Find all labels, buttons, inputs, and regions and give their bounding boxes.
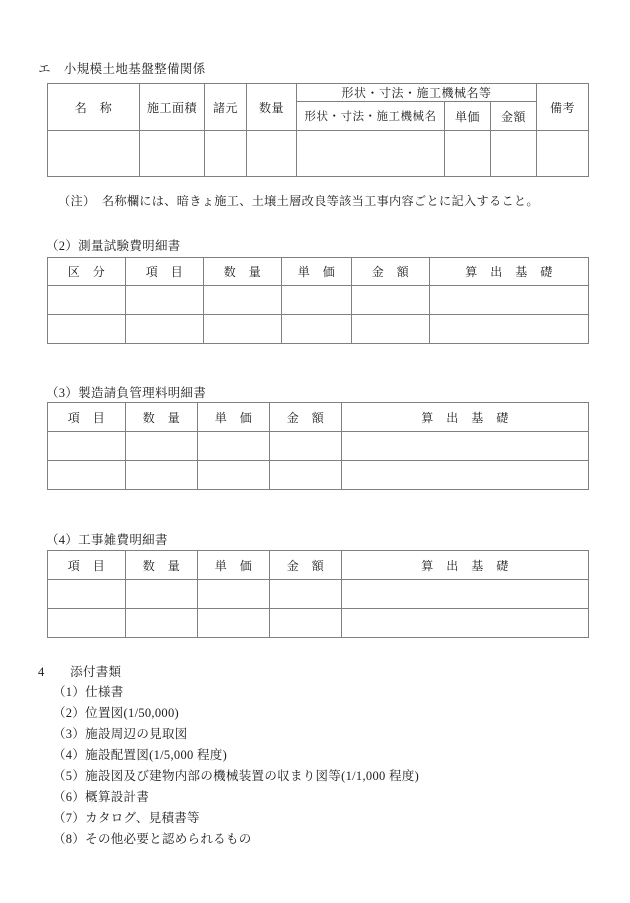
cell-item[interactable]: [126, 315, 204, 344]
cell-unit-price[interactable]: [445, 131, 491, 177]
header-item: 項 目: [126, 258, 204, 286]
table-small-land-development: [47, 83, 589, 177]
table-row[interactable]: [48, 432, 589, 461]
cell-item[interactable]: [126, 286, 204, 315]
header-item: 項 目: [48, 551, 126, 580]
table-misc-construction-cost: [47, 550, 589, 638]
header-unit-price: 単 価: [198, 551, 270, 580]
header-construction-area: 施工面積: [140, 84, 205, 131]
header-amount: 金 額: [270, 551, 342, 580]
cell-specifications[interactable]: [205, 131, 247, 177]
list-item: （7）カタログ、見積書等: [53, 811, 200, 825]
note-name-column: （注） 名称欄には、暗きょ施工、土壌土層改良等該当工事内容ごとに記入すること。: [58, 194, 539, 208]
cell-unit-price[interactable]: [198, 580, 270, 609]
cell-item[interactable]: [48, 432, 126, 461]
list-item: （5）施設図及び建物内部の機械装置の収まり図等(1/1,000 程度): [53, 769, 420, 783]
table-row[interactable]: [48, 315, 589, 344]
table-header-row: [48, 551, 589, 580]
header-specifications: 諸元: [205, 84, 247, 131]
header-quantity: 数 量: [126, 551, 198, 580]
table-header-row-1: [48, 84, 589, 102]
cell-name[interactable]: [48, 131, 140, 177]
cell-calculation-basis[interactable]: [430, 315, 589, 344]
header-calculation-basis: 算 出 基 礎: [430, 258, 589, 286]
cell-item[interactable]: [48, 580, 126, 609]
list-item: （1）仕様書: [53, 685, 124, 699]
table-row[interactable]: [48, 580, 589, 609]
table-row[interactable]: [48, 609, 589, 638]
header-calculation-basis: 算 出 基 礎: [342, 551, 589, 580]
section-title-manufacturing-contract-fee: （3）製造請負管理料明細書: [46, 386, 207, 400]
cell-unit-price[interactable]: [198, 461, 270, 490]
cell-amount[interactable]: [270, 580, 342, 609]
cell-amount[interactable]: [270, 432, 342, 461]
header-unit-price: 単 価: [198, 403, 270, 432]
cell-quantity[interactable]: [247, 131, 297, 177]
table-manufacturing-contract-fee: [47, 402, 589, 490]
cell-unit-price[interactable]: [282, 286, 352, 315]
cell-amount[interactable]: [352, 315, 430, 344]
cell-quantity[interactable]: [126, 609, 198, 638]
list-item: （4）施設配置図(1/5,000 程度): [53, 748, 228, 762]
table-row[interactable]: [48, 461, 589, 490]
cell-amount[interactable]: [352, 286, 430, 315]
header-calculation-basis: 算 出 基 礎: [342, 403, 589, 432]
table-row[interactable]: [48, 286, 589, 315]
cell-item[interactable]: [48, 461, 126, 490]
cell-quantity[interactable]: [204, 315, 282, 344]
cell-category[interactable]: [48, 286, 126, 315]
cell-calculation-basis[interactable]: [342, 432, 589, 461]
header-name: 名 称: [48, 84, 140, 131]
list-item: （2）位置図(1/50,000): [53, 706, 179, 720]
cell-amount[interactable]: [270, 609, 342, 638]
header-unit-price: 単 価: [282, 258, 352, 286]
cell-quantity[interactable]: [204, 286, 282, 315]
attachments-heading: 4 添付書類: [38, 665, 122, 679]
cell-unit-price[interactable]: [282, 315, 352, 344]
header-unit-price: 単価: [445, 102, 491, 131]
header-shape-spec-machine-group: 形状・寸法・施工機械名等: [297, 84, 537, 102]
list-item: （3）施設周辺の見取図: [53, 727, 188, 741]
table-survey-test-cost: [47, 257, 589, 344]
header-amount: 金額: [491, 102, 537, 131]
cell-construction-area[interactable]: [140, 131, 205, 177]
cell-quantity[interactable]: [126, 580, 198, 609]
header-category: 区 分: [48, 258, 126, 286]
cell-amount[interactable]: [270, 461, 342, 490]
list-item: （6）概算設計書: [53, 790, 150, 804]
cell-item[interactable]: [48, 609, 126, 638]
header-amount: 金 額: [352, 258, 430, 286]
header-quantity: 数 量: [126, 403, 198, 432]
table-row[interactable]: [48, 131, 589, 177]
section-heading-small-land: エ 小規模土地基盤整備関係: [38, 62, 206, 76]
cell-calculation-basis[interactable]: [342, 461, 589, 490]
cell-shape-spec-machine-name[interactable]: [297, 131, 445, 177]
header-quantity: 数量: [247, 84, 297, 131]
cell-amount[interactable]: [491, 131, 537, 177]
header-remarks: 備考: [537, 84, 589, 131]
section-title-survey-test-cost: （2）測量試験費明細書: [46, 239, 181, 253]
section-title-misc-construction-cost: （4）工事雑費明細書: [46, 533, 168, 547]
cell-unit-price[interactable]: [198, 609, 270, 638]
header-item: 項 目: [48, 403, 126, 432]
table-header-row: [48, 258, 589, 286]
header-quantity: 数 量: [204, 258, 282, 286]
cell-category[interactable]: [48, 315, 126, 344]
list-item: （8）その他必要と認められるもの: [53, 832, 252, 846]
table-header-row: [48, 403, 589, 432]
cell-calculation-basis[interactable]: [342, 609, 589, 638]
cell-calculation-basis[interactable]: [430, 286, 589, 315]
header-shape-spec-machine-name: 形状・寸法・施工機械名: [297, 102, 445, 131]
cell-calculation-basis[interactable]: [342, 580, 589, 609]
header-amount: 金 額: [270, 403, 342, 432]
cell-remarks[interactable]: [537, 131, 589, 177]
cell-quantity[interactable]: [126, 461, 198, 490]
cell-unit-price[interactable]: [198, 432, 270, 461]
cell-quantity[interactable]: [126, 432, 198, 461]
